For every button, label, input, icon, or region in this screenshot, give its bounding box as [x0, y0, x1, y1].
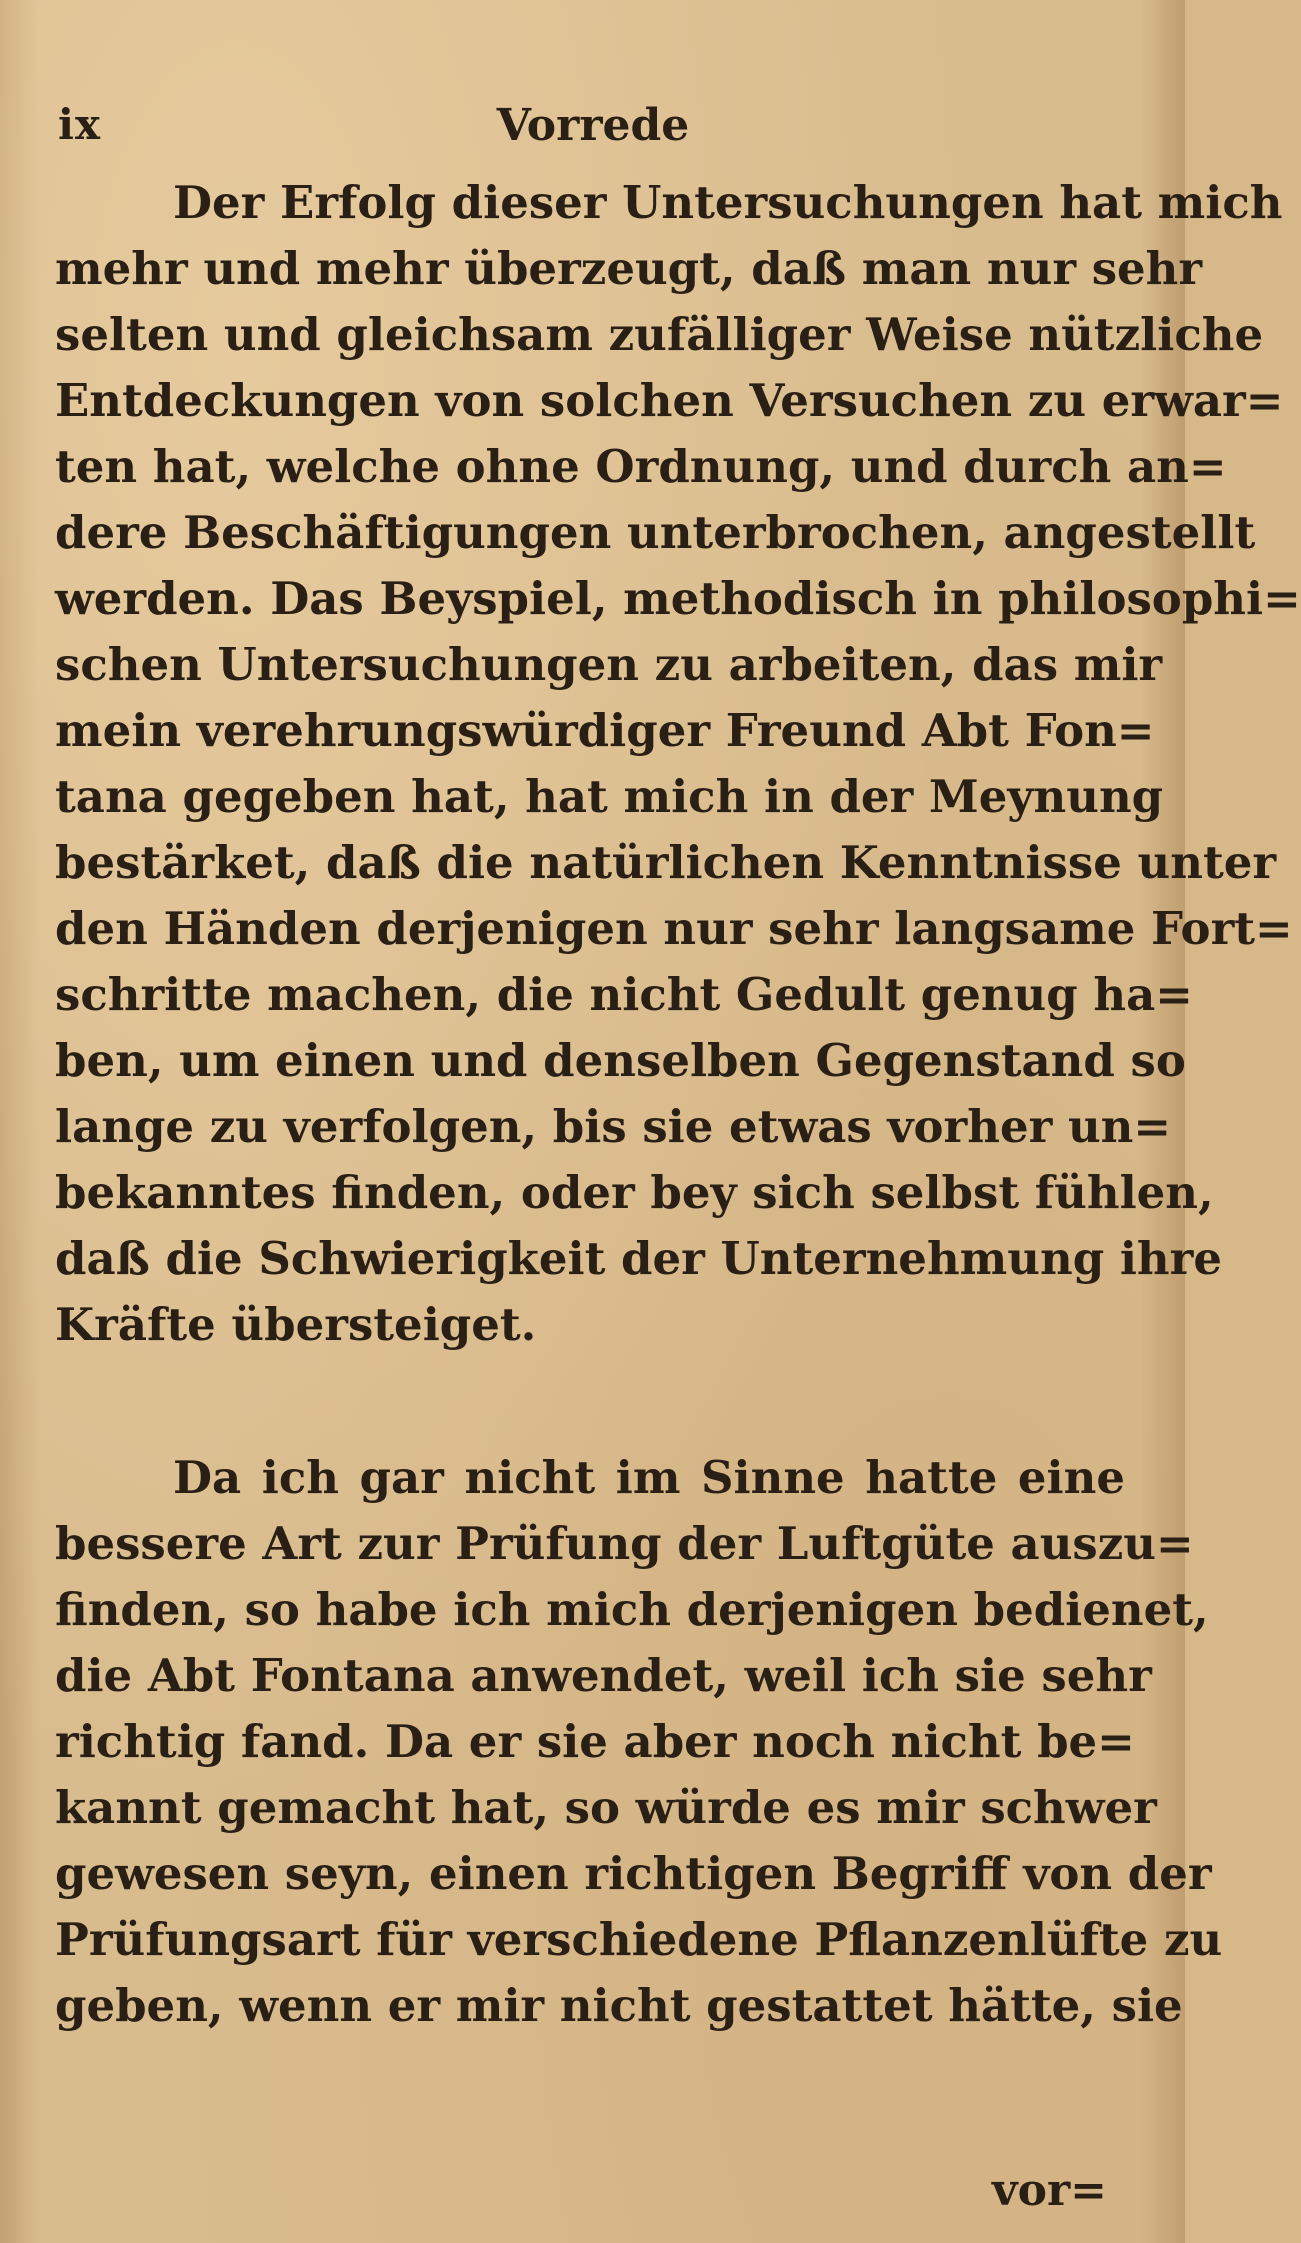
text-line: Der Erfolg dieser Untersuchungen hat mich	[173, 176, 1283, 229]
text-line: schen Untersuchungen zu arbeiten, das mir	[55, 638, 1163, 691]
text-line: schritte machen, die nicht Gedult genug ha=	[55, 968, 1193, 1021]
text-line: Kräfte übersteiget.	[55, 1298, 537, 1351]
text-line: dere Beschäftigungen unterbrochen, angestellt	[55, 506, 1256, 559]
text-line: bessere Art zur Prüfung der Luftgüte auszu=	[55, 1517, 1194, 1570]
text-line: finden, so habe ich mich derjenigen bedienet,	[55, 1583, 1209, 1636]
text-line: richtig fand. Da er sie aber noch nicht be=	[55, 1715, 1135, 1768]
text-line: tana gegeben hat, hat mich in der Meynung	[55, 770, 1164, 823]
page-number: ix	[58, 100, 101, 149]
text-line: mein verehrungswürdiger Freund Abt Fon=	[55, 704, 1155, 757]
text-line: daß die Schwierigkeit der Unternehmung ihre	[55, 1232, 1222, 1285]
text-line: den Händen derjenigen nur sehr langsame Fort=	[55, 902, 1293, 955]
paragraph-2	[55, 1445, 1223, 2039]
paragraph-1	[55, 170, 1301, 1358]
text-line: kannt gemacht hat, so würde es mir schwer	[55, 1781, 1157, 1834]
text-line: ben, um einen und denselben Gegenstand so	[55, 1034, 1186, 1087]
text-line: werden. Das Beyspiel, methodisch in philosophi=	[55, 572, 1301, 625]
text-line: Da ich gar nicht im Sinne hatte eine	[173, 1451, 1125, 1504]
text-line: lange zu verfolgen, bis sie etwas vorher un=	[55, 1100, 1172, 1153]
text-line: Entdeckungen von solchen Versuchen zu erwar=	[55, 374, 1284, 427]
text-line: die Abt Fontana anwendet, weil ich sie sehr	[55, 1649, 1152, 1702]
running-head: Vorrede	[496, 100, 690, 151]
catchword: vor=	[992, 2165, 1107, 2216]
text-line: selten und gleichsam zufälliger Weise nützliche	[55, 308, 1264, 361]
text-line: bestärket, daß die natürlichen Kenntnisse unter	[55, 836, 1277, 889]
text-line: bekanntes finden, oder bey sich selbst fühlen,	[55, 1166, 1214, 1219]
text-line: geben, wenn er mir nicht gestattet hätte, sie	[55, 1979, 1183, 2032]
page-header	[48, 100, 1138, 160]
text-line: ten hat, welche ohne Ordnung, und durch an=	[55, 440, 1227, 493]
text-line: Prüfungsart für verschiedene Pflanzenlüfte zu	[55, 1913, 1223, 1966]
text-line: gewesen seyn, einen richtigen Begriff von der	[55, 1847, 1212, 1900]
text-line: mehr und mehr überzeugt, daß man nur sehr	[55, 242, 1203, 295]
